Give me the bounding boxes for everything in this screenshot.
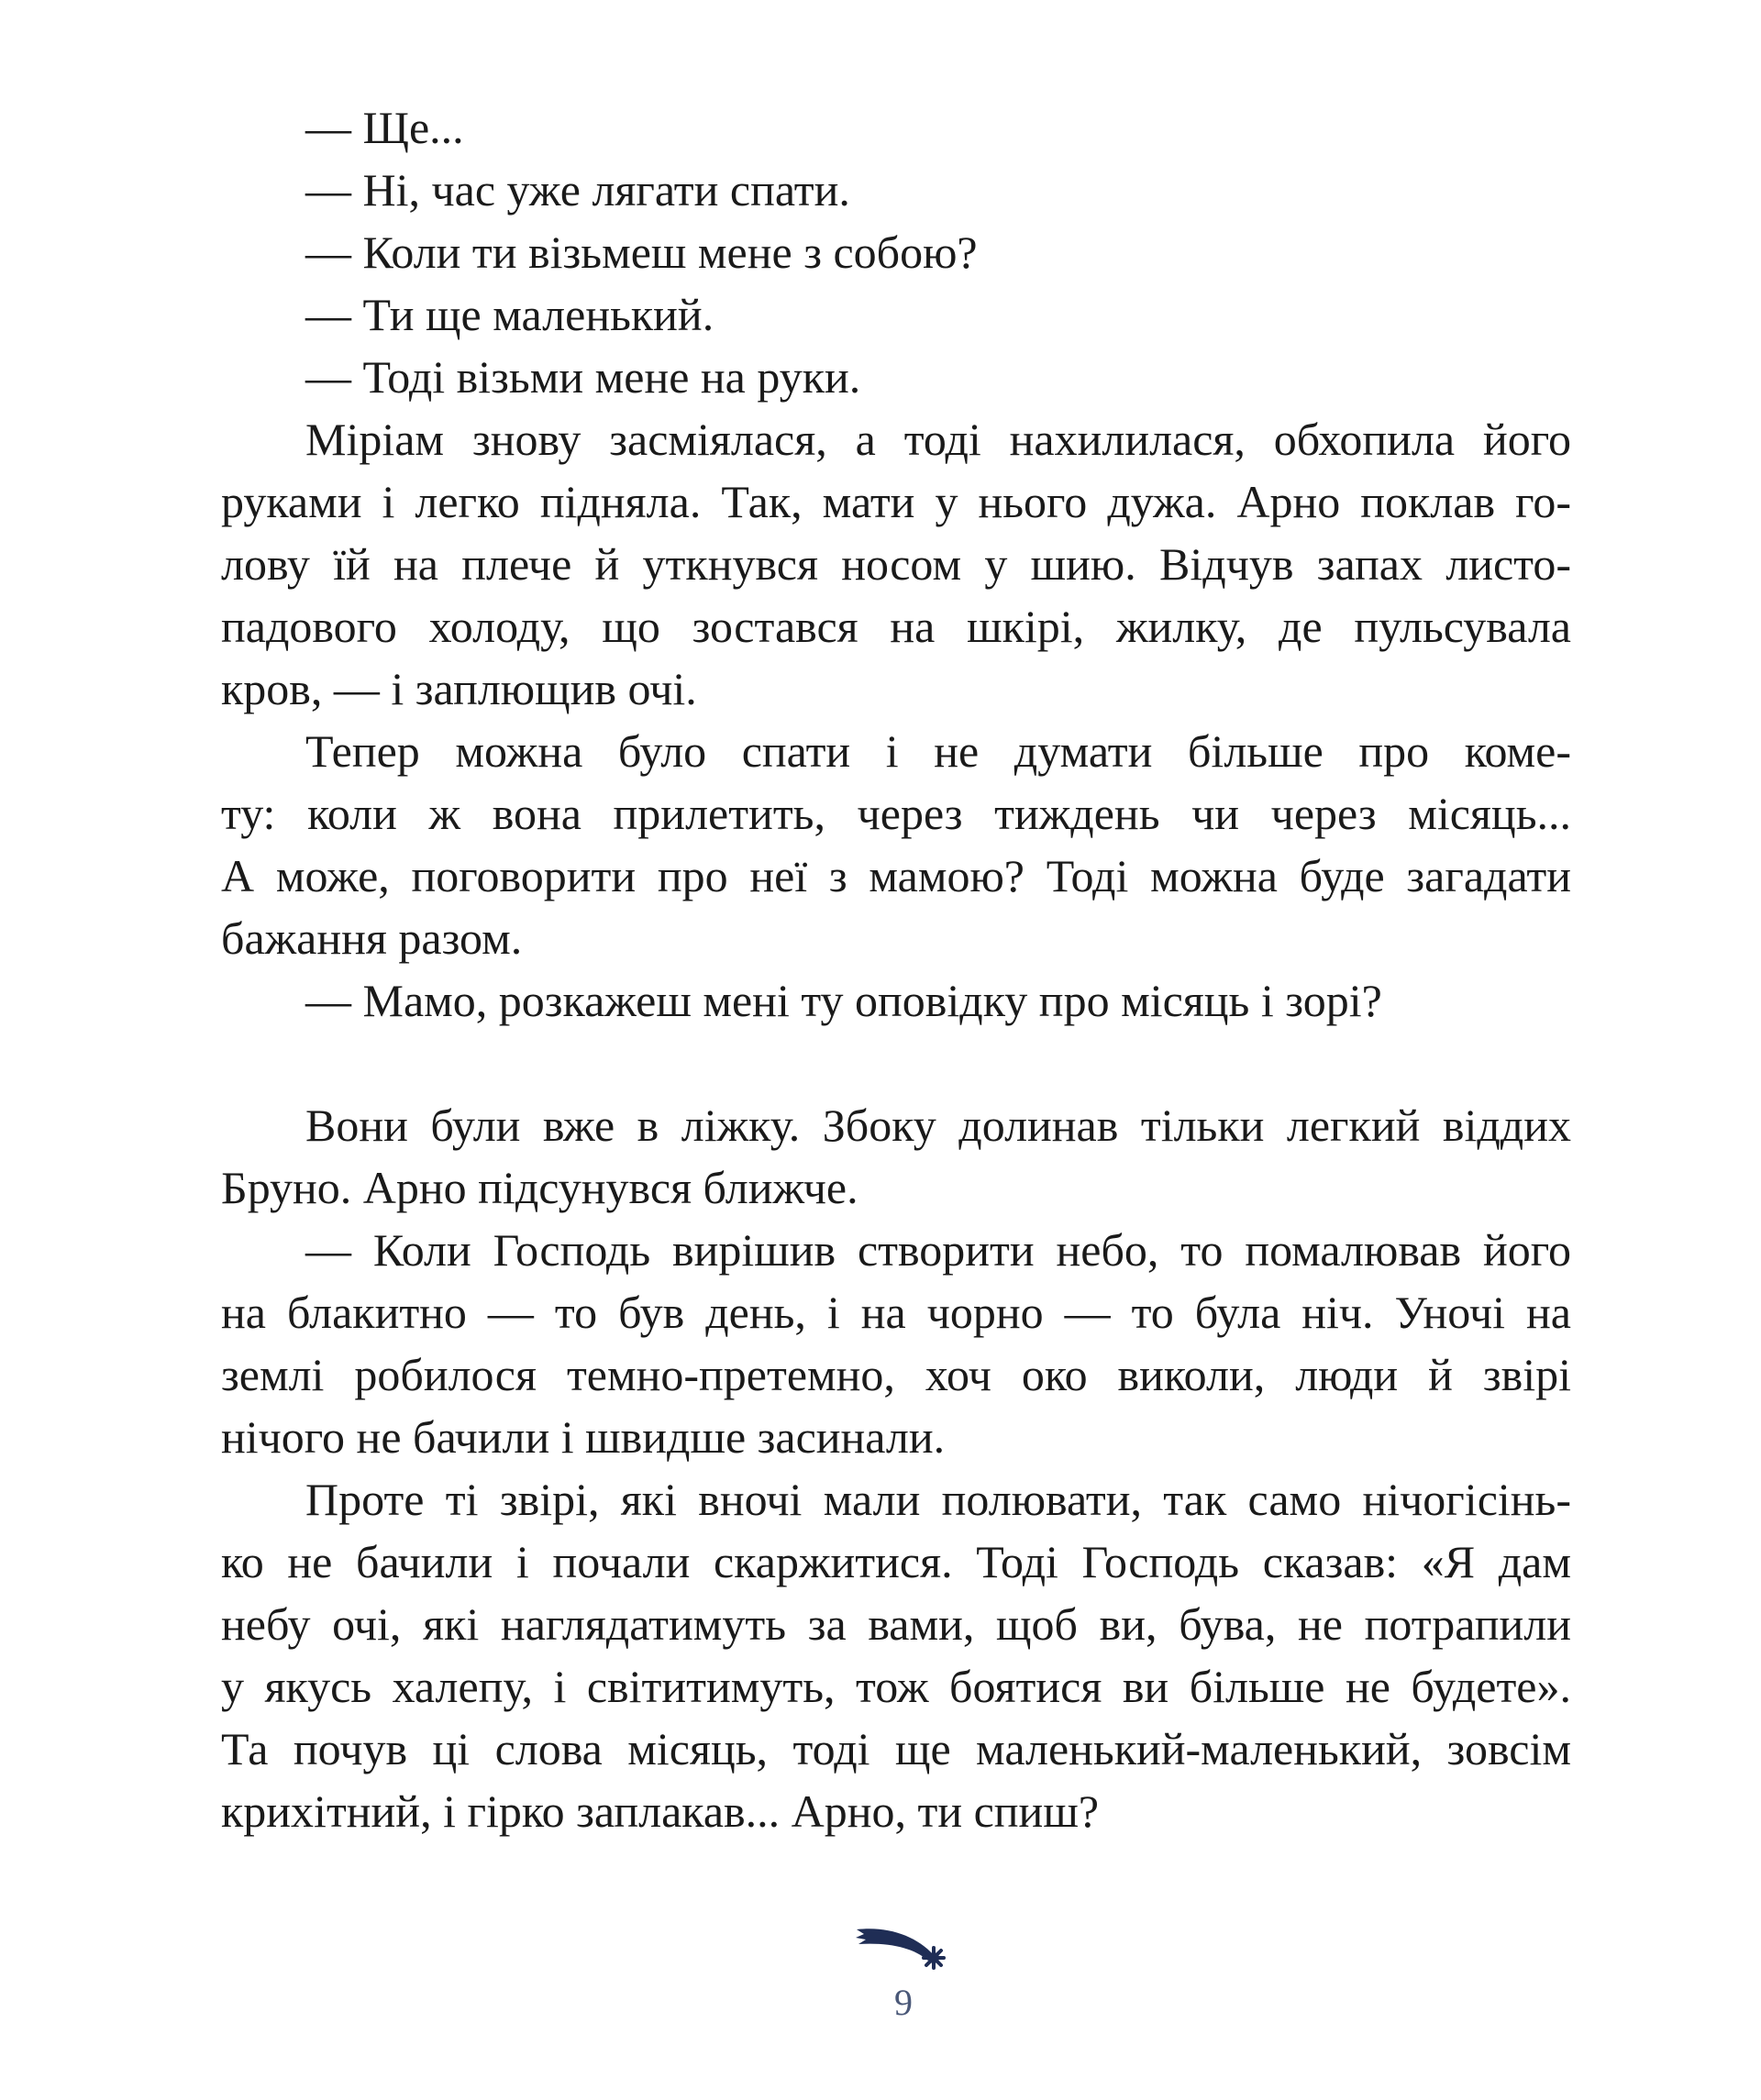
text-line: бажання разом.: [221, 912, 523, 964]
text-line: — Мамо, розкажеш мені ту оповідку про місяць і зорі?: [305, 975, 1382, 1026]
paragraph: [221, 96, 1571, 159]
text-line: — Ти ще маленький.: [305, 289, 714, 340]
text-line: кров, — і заплющив очі.: [221, 663, 697, 714]
text-line: — Ще...: [305, 102, 464, 153]
text-line: Проте ті звірі, які вночі мали полювати, так само нічогісінь-: [305, 1474, 1571, 1525]
text-line: небу очі, які наглядатимуть за вами, щоб ви, бува, не потрапили: [221, 1598, 1571, 1650]
paragraph: [221, 969, 1571, 1032]
folio: [848, 1924, 958, 2021]
text-line: Тепер можна було спати і не думати більше про коме-: [305, 725, 1571, 777]
page-text: [221, 96, 1571, 1842]
section-break: [221, 1032, 1571, 1094]
text-line: Бруно. Арно підсунувся ближче.: [221, 1162, 858, 1213]
text-line: нічого не бачили і швидше засинали.: [221, 1411, 946, 1463]
text-line: на блакитно — то був день, і на чорно — то була ніч. Уночі на: [221, 1287, 1571, 1338]
paragraph: [221, 221, 1571, 283]
paragraph: [221, 408, 1571, 720]
text-line: землі робилося темно-претемно, хоч око виколи, люди й звірі: [221, 1349, 1571, 1400]
paragraph: [221, 1219, 1571, 1468]
text-line: руками і легко підняла. Так, мати у нього дужа. Арно поклав го-: [221, 476, 1571, 527]
text-line: — Ні, час уже лягати спати.: [305, 164, 850, 216]
text-line: ко не бачили і почали скаржитися. Тоді Господь сказав: «Я дам: [221, 1536, 1571, 1587]
paragraph: [221, 1094, 1571, 1219]
text-line: — Тоді візьми мене на руки.: [305, 351, 861, 403]
text-line: — Коли Господь вирішив створити небо, то помалював його: [305, 1224, 1571, 1276]
text-line: ту: коли ж вона прилетить, через тиждень чи через місяць...: [221, 788, 1571, 839]
text-line: Вони були вже в ліжку. Збоку долинав тільки легкий віддих: [305, 1100, 1571, 1151]
text-line: падового холоду, що зостався на шкірі, жилку, де пульсувала: [221, 601, 1571, 652]
text-line: — Коли ти візьмеш мене з собою?: [305, 227, 978, 278]
text-line: Та почув ці слова місяць, тоді ще маленький-маленький, зовсім: [221, 1723, 1571, 1774]
text-line: А може, поговорити про неї з мамою? Тоді можна буде загадати: [221, 850, 1571, 901]
paragraph: [221, 1468, 1571, 1842]
text-line: лову їй на плече й уткнувся носом у шию. Відчув запах листо-: [221, 538, 1571, 590]
text-line: у якусь халепу, і світитимуть, тож боятися ви більше не будете».: [221, 1661, 1571, 1712]
paragraph: [221, 159, 1571, 221]
comet-icon: [853, 1924, 954, 1975]
text-line: крихітний, і гірко заплакав... Арно, ти спиш?: [221, 1785, 1100, 1837]
text-line: Міріам знову засміялася, а тоді нахилилася, обхопила його: [305, 414, 1571, 465]
paragraph: [221, 346, 1571, 408]
paragraph: [221, 720, 1571, 969]
page-number: 9: [894, 1982, 913, 2023]
paragraph: [221, 283, 1571, 346]
